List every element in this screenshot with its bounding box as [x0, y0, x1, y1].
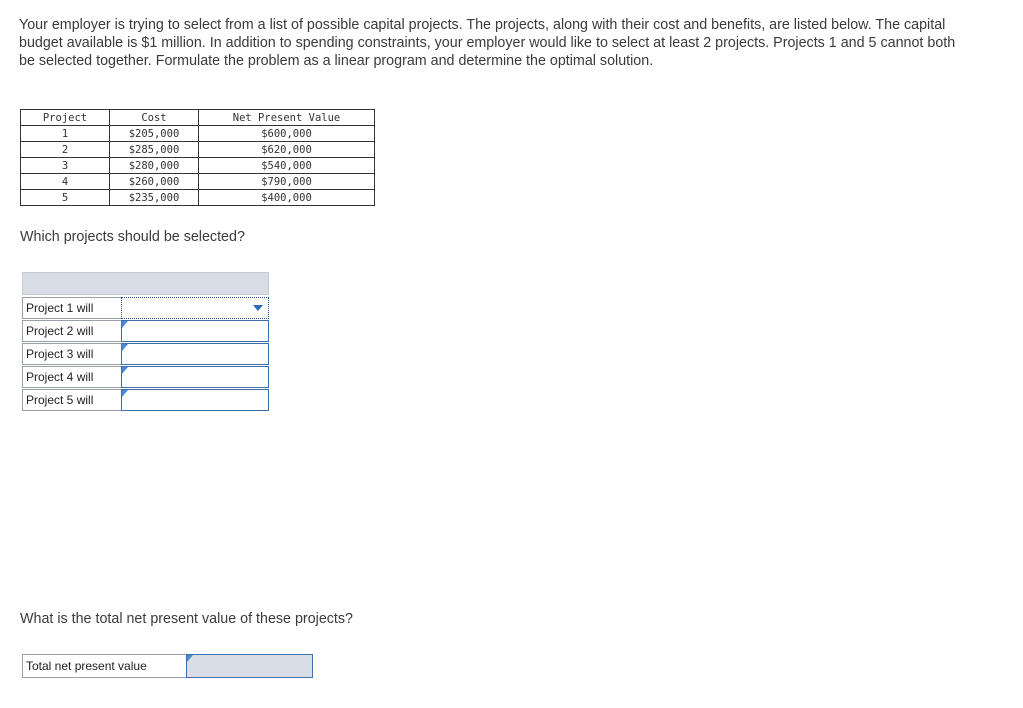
- total-npv-label: Total net present value: [22, 654, 186, 678]
- total-npv-input[interactable]: [186, 654, 313, 678]
- table-row: [21, 158, 375, 174]
- cell-project: 1: [21, 126, 110, 142]
- cell-cost: $235,000: [110, 190, 199, 206]
- answer-label: Project 1 will: [22, 297, 121, 319]
- answer-label: Project 2 will: [22, 320, 121, 342]
- project-selection-grid: [22, 272, 269, 412]
- answer-row-project-1: [22, 297, 269, 319]
- project-3-select[interactable]: [121, 343, 269, 365]
- cell-project: 3: [21, 158, 110, 174]
- cell-npv: $620,000: [199, 142, 375, 158]
- answer-row-project-3: [22, 343, 269, 365]
- answer-row-project-5: [22, 389, 269, 411]
- header-cost: Cost: [110, 110, 199, 126]
- cell-npv: $540,000: [199, 158, 375, 174]
- corner-marker-icon: [122, 321, 128, 328]
- answer-row-project-4: [22, 366, 269, 388]
- project-4-select[interactable]: [121, 366, 269, 388]
- grid-header: [22, 272, 269, 295]
- question-total-npv: What is the total net present value of these projects?: [20, 611, 353, 627]
- cell-npv: $400,000: [199, 190, 375, 206]
- table-row: [21, 126, 375, 142]
- cell-cost: $280,000: [110, 158, 199, 174]
- answer-label: Project 3 will: [22, 343, 121, 365]
- problem-statement: Your employer is trying to select from a list of possible capital projects. The projects, along with their cost and benefits, are listed below. The capital budget available is $1 million. In addition to spending constraints, your employer would like to select at least 2 projects. Projects 1 and 5 cannot both be selected together. Formulate the problem as a linear program and determine the optimal solution.: [19, 17, 956, 69]
- header-project: Project: [21, 110, 110, 126]
- total-npv-row: [22, 654, 313, 678]
- corner-marker-icon: [122, 367, 128, 374]
- cell-npv: $790,000: [199, 174, 375, 190]
- cell-cost: $285,000: [110, 142, 199, 158]
- project-2-select[interactable]: [121, 320, 269, 342]
- answer-label: Project 4 will: [22, 366, 121, 388]
- cell-project: 2: [21, 142, 110, 158]
- corner-marker-icon: [122, 390, 128, 397]
- cell-cost: $205,000: [110, 126, 199, 142]
- cell-npv: $600,000: [199, 126, 375, 142]
- question-which-projects: Which projects should be selected?: [20, 229, 245, 245]
- corner-marker-icon: [122, 344, 128, 351]
- table-row: [21, 174, 375, 190]
- project-5-select[interactable]: [121, 389, 269, 411]
- table-row: [21, 190, 375, 206]
- answer-label: Project 5 will: [22, 389, 121, 411]
- chevron-down-icon[interactable]: [253, 305, 263, 311]
- answer-row-project-2: [22, 320, 269, 342]
- corner-marker-icon: [187, 655, 193, 662]
- cell-project: 5: [21, 190, 110, 206]
- cell-project: 4: [21, 174, 110, 190]
- table-header-row: [21, 110, 375, 126]
- projects-table: [20, 109, 375, 206]
- table-row: [21, 142, 375, 158]
- cell-cost: $260,000: [110, 174, 199, 190]
- header-npv: Net Present Value: [199, 110, 375, 126]
- project-1-select[interactable]: [121, 297, 269, 319]
